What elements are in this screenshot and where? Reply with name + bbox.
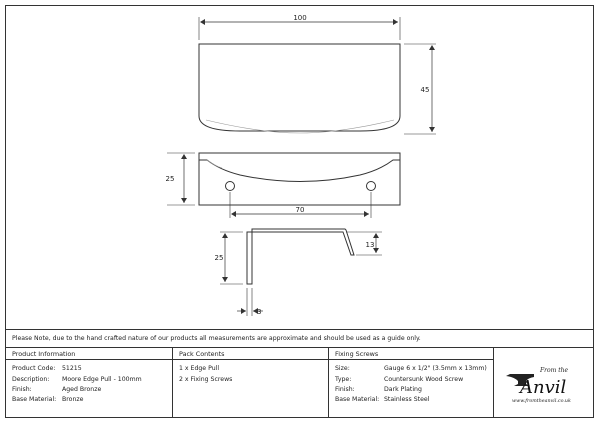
top-view xyxy=(199,17,436,134)
header-divider xyxy=(5,359,493,360)
dim-label-height-front: 25 xyxy=(165,175,175,183)
column-divider-3 xyxy=(493,347,494,418)
logo-tagline: From the xyxy=(540,367,569,374)
screw-type-value: Countersunk Wood Screw xyxy=(384,376,464,383)
pack-item: 1 x Edge Pull xyxy=(179,365,220,372)
product-code-value: 51215 xyxy=(62,365,82,372)
from-the-anvil-logo xyxy=(500,360,590,410)
description-label: Description: xyxy=(12,376,50,383)
fixing-screws-heading: Fixing Screws xyxy=(335,350,379,358)
description-value: Moore Edge Pull - 100mm xyxy=(62,376,142,383)
dim-label-width-top: 100 xyxy=(293,14,307,22)
dim-label-side-lip: 13 xyxy=(365,241,375,249)
screw-finish-label: Finish: xyxy=(335,386,355,393)
column-divider-2 xyxy=(328,347,329,418)
fixing-hole-right xyxy=(367,182,376,191)
finish-value: Aged Bronze xyxy=(62,386,102,393)
side-view xyxy=(220,229,382,316)
dim-label-side-height: 25 xyxy=(214,254,224,262)
screw-size-label: Size: xyxy=(335,365,350,372)
fixing-hole-left xyxy=(226,182,235,191)
base-material-label: Base Material: xyxy=(12,396,57,403)
screw-size-value: Gauge 6 x 1/2" (3.5mm x 13mm) xyxy=(384,365,487,372)
finish-label: Finish: xyxy=(12,386,32,393)
top-view-outline xyxy=(199,44,400,131)
side-view-profile xyxy=(247,229,354,284)
note-divider-bottom xyxy=(5,347,594,348)
logo-brand: Anvil xyxy=(520,377,567,398)
note-divider-top xyxy=(5,329,594,330)
base-material-value: Bronze xyxy=(62,396,84,403)
front-view-outline xyxy=(199,153,400,205)
dim-label-height-top: 45 xyxy=(420,86,430,94)
screw-finish-value: Dark Plating xyxy=(384,386,422,393)
screw-type-label: Type: xyxy=(335,376,352,383)
front-view xyxy=(167,153,400,218)
dim-label-hole-spacing: 70 xyxy=(295,206,305,214)
pack-contents-heading: Pack Contents xyxy=(179,350,225,358)
product-code-label: Product Code: xyxy=(12,365,56,372)
screw-material-label: Base Material: xyxy=(335,396,380,403)
product-information-heading: Product Information xyxy=(12,350,76,358)
measurement-note: Please Note, due to the hand crafted nature of our products all measurements are approximate and should be used as a guide only. xyxy=(12,335,421,342)
pack-item: 2 x Fixing Screws xyxy=(179,376,233,383)
dim-label-thickness: 3 xyxy=(257,308,262,316)
front-view-recess xyxy=(199,160,400,182)
column-divider-1 xyxy=(172,347,173,418)
screw-material-value: Stainless Steel xyxy=(384,396,430,403)
logo-url: www.fromtheanvil.co.uk xyxy=(512,399,571,404)
